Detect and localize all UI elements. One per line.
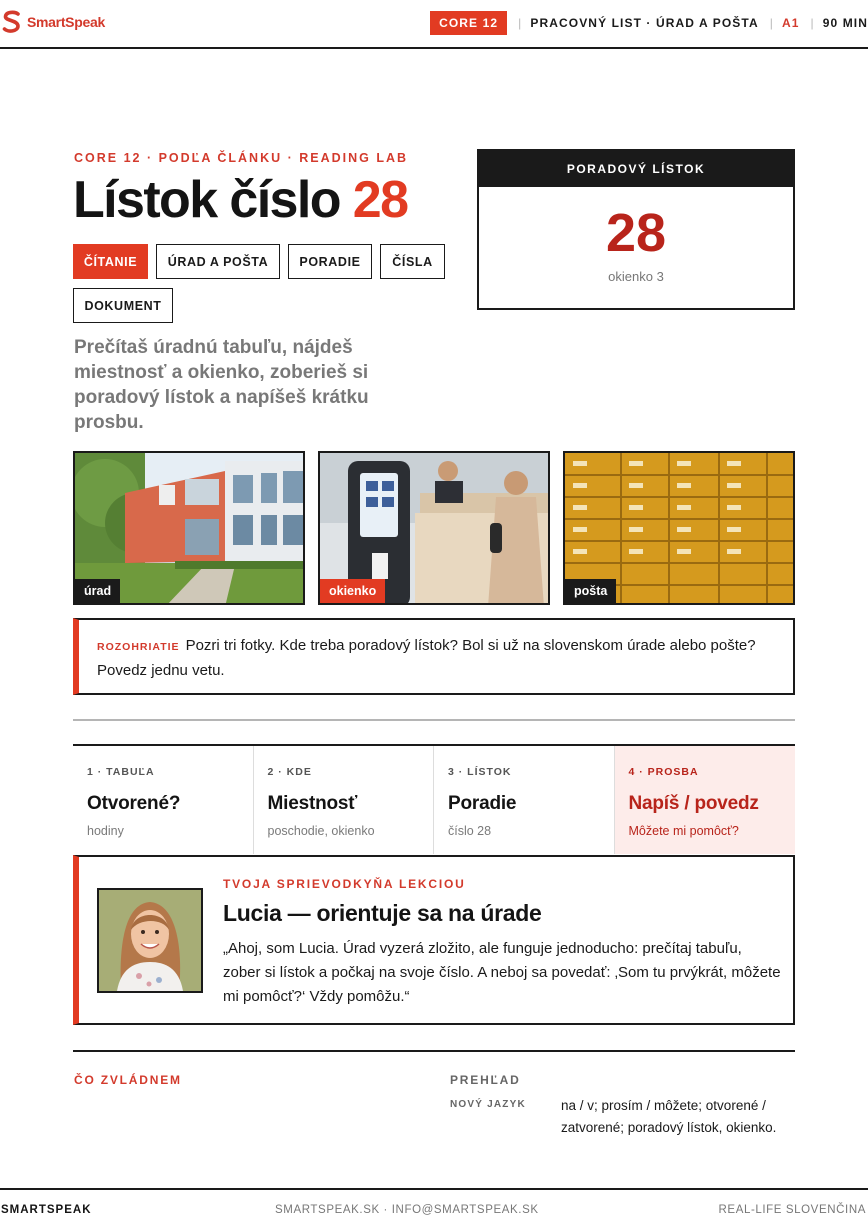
title-text: Lístok číslo (73, 171, 340, 229)
footer-contact[interactable]: SMARTSPEAK.SK · INFO@SMARTSPEAK.SK (275, 1204, 539, 1216)
photo-caption-office: úrad (75, 579, 120, 603)
lesson-eyebrow: CORE 12 · PODĽA ČLÁNKU · READING LAB (74, 151, 409, 165)
step-title: Miestnosť (267, 793, 358, 814)
section-divider (73, 1050, 795, 1052)
lead-text: Prečítaš úradnú tabuľu, nájdeš miestnosť a okienko, zoberieš si poradový lístok a napíšeš krátku prosbu. (74, 337, 369, 433)
new-language-label: NOVÝ JAZYK (450, 1099, 526, 1110)
step-title: Otvorené? (87, 793, 181, 814)
avatar (97, 888, 203, 993)
step-label: 1 · TABUĽA (87, 766, 155, 778)
level-label: A1 (781, 16, 800, 30)
queue-ticket-card (477, 149, 795, 310)
guide-portrait-image (99, 890, 201, 991)
tag-numbers[interactable]: ČÍSLA (380, 244, 445, 279)
photo-post (563, 451, 795, 605)
divider: | (518, 16, 523, 30)
guide-eyebrow: TVOJA SPRIEVODKYŇA LEKCIOU (223, 877, 466, 891)
duration-label: 90 MIN (822, 16, 868, 30)
step-label: 4 · PROSBA (628, 766, 699, 778)
step-title: Napíš / povedz (628, 793, 759, 814)
step-subtitle: číslo 28 (448, 824, 492, 838)
new-language-value: na / v; prosím / môžete; otvorené / zatvorené; poradový lístok, okienko. (561, 1098, 777, 1135)
guide-quote: „Ahoj, som Lucia. Úrad vyzerá zložito, ale funguje jednoducho: prečítaj tabuľu, zober si lístok a počkaj na svoje číslo. A neboj sa povedať: ‚Som tu prvýkrát, môžete mi pomôcť?‘ Vždy pomôžu.“ (223, 940, 781, 1005)
tag-reading[interactable]: ČÍTANIE (73, 244, 148, 279)
tag-document[interactable]: DOKUMENT (73, 288, 173, 323)
can-do-heading: ČO ZVLÁDNEM (74, 1073, 182, 1087)
top-bar (0, 0, 868, 49)
lesson-steps (73, 744, 795, 854)
tag-queue[interactable]: PORADIE (288, 244, 372, 279)
core-badge: CORE 12 (430, 11, 507, 35)
guide-card (73, 855, 795, 1025)
logo[interactable] (1, 9, 105, 35)
footer (0, 1188, 868, 1228)
ticket-number: 28 (605, 203, 667, 263)
ticket-counter: okienko 3 (608, 269, 664, 284)
step-subtitle: Môžete mi pomôcť? (628, 824, 739, 838)
step-request[interactable] (615, 746, 796, 854)
footer-brand: SMARTSPEAK (1, 1204, 92, 1216)
step-where[interactable] (254, 746, 435, 854)
photo-caption-counter: okienko (320, 579, 385, 603)
step-label: 3 · LÍSTOK (448, 766, 512, 778)
photo-office (73, 451, 305, 605)
sheet-meta (430, 11, 868, 35)
overview-heading: PREHĽAD (450, 1073, 521, 1087)
section-divider (73, 719, 795, 721)
warmup-label: ROZOHRIATIE (97, 641, 180, 653)
photo-caption-post: pošta (565, 579, 616, 603)
step-board[interactable] (73, 746, 254, 854)
step-subtitle: hodiny (87, 824, 124, 838)
footer-tagline: REAL-LIFE SLOVENČINA (718, 1204, 866, 1216)
smartspeak-logo-icon (1, 10, 23, 34)
ticket-heading: PORADOVÝ LÍSTOK (479, 151, 793, 187)
page-title (73, 170, 407, 230)
warmup-text: Pozri tri fotky. Kde treba poradový lístok? Bol si už na slovenskom úrade alebo pošte? Povedz jednu vetu. (97, 637, 756, 679)
photo-counter (318, 451, 550, 605)
sheet-title: PRACOVNÝ LIST · ÚRAD A POŠTA (530, 16, 759, 30)
step-ticket[interactable] (434, 746, 615, 854)
divider: | (769, 16, 774, 30)
guide-title: Lucia — orientuje sa na úrade (223, 900, 542, 926)
step-subtitle: poschodie, okienko (267, 824, 375, 838)
warmup-box (73, 618, 795, 695)
title-number: 28 (352, 171, 408, 229)
step-title: Poradie (448, 793, 517, 814)
step-label: 2 · KDE (267, 766, 312, 778)
brand-name: SmartSpeak (27, 14, 105, 30)
divider: | (810, 16, 815, 30)
tag-office-post[interactable]: ÚRAD A POŠTA (156, 244, 280, 279)
